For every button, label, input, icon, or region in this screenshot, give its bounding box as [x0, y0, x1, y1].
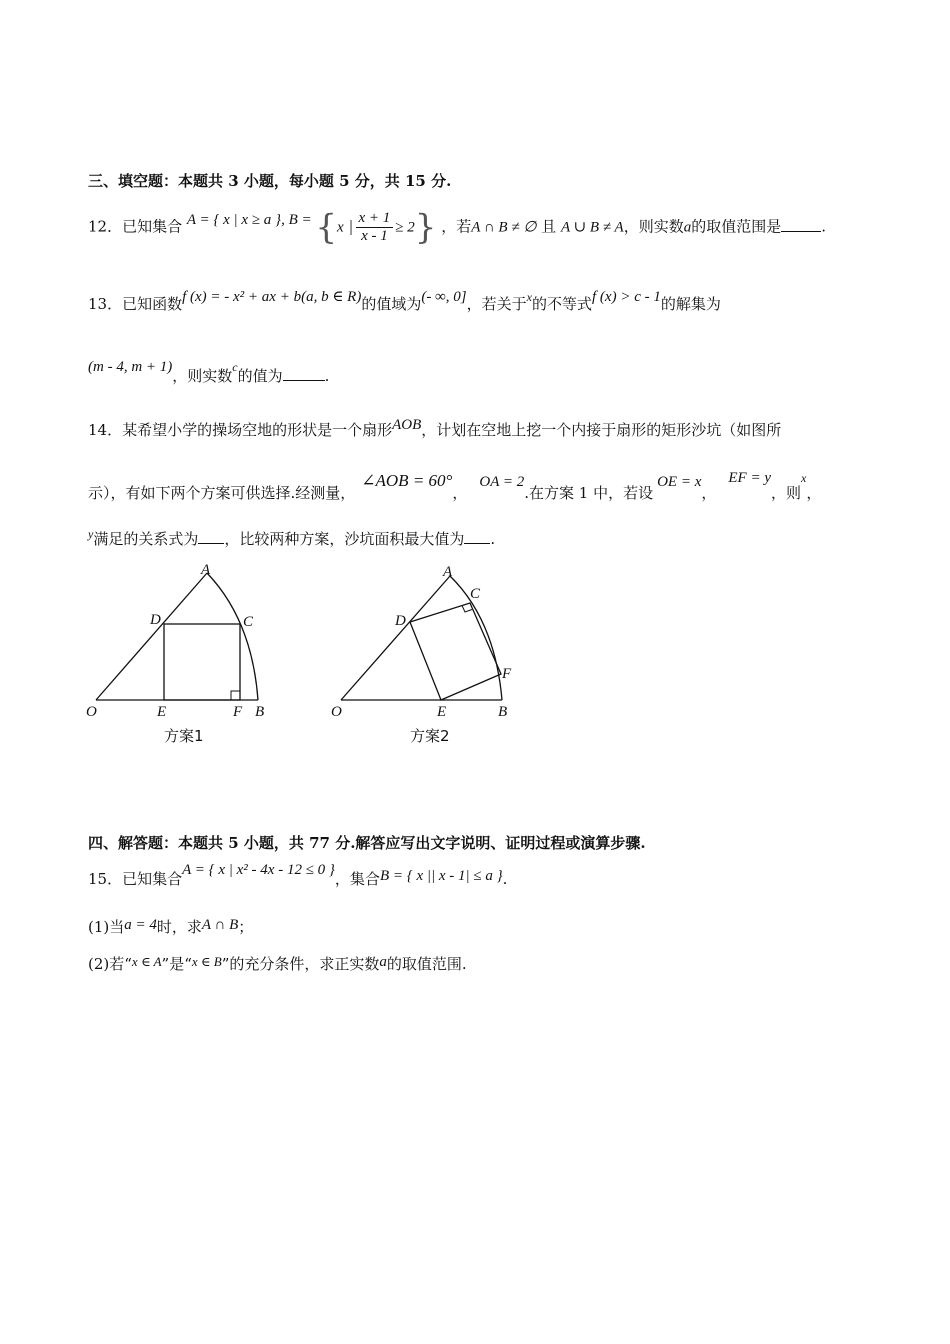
q13-inequality: f (x) > c - 1: [592, 289, 661, 305]
q14-comma1: ，: [452, 484, 468, 502]
figure-plan-2: [325, 560, 525, 750]
fig2-label-d: D: [395, 613, 406, 629]
q13-answer-blank: [283, 368, 325, 381]
question-13-cont: [88, 355, 330, 385]
q14-line3-b: ，比较两种方案，沙坑面积最大值为: [224, 530, 465, 548]
fig2-label-e: E: [437, 704, 447, 720]
fig2-label-b: B: [498, 704, 508, 720]
q12-frac-den: x - 1: [361, 228, 388, 244]
q12-end: .: [821, 217, 826, 236]
fig2-label-f: F: [502, 666, 512, 682]
q12-sep-b: , B =: [281, 211, 316, 228]
fig1-segment-oa: [96, 573, 207, 700]
q14-line2-a: 示），有如下两个方案可供选择.经测量，: [88, 484, 356, 502]
q14-line2-b: .在方案 1 中，若设: [524, 484, 654, 502]
q15-number: 15．已知集合: [88, 870, 183, 888]
q14-line1-a: 14．某希望小学的操场空地的形状是一个扇形: [88, 421, 393, 439]
q15-end: .: [502, 870, 508, 888]
q15-p2-x-in-b: x ∈ B: [191, 954, 222, 969]
q12-cond1: A ∩ B ≠ ∅: [471, 219, 537, 236]
q12-answer-blank: [781, 219, 821, 232]
q14-line3: 满足的关系式为: [93, 530, 199, 548]
q13-t4: 的解集为: [660, 295, 721, 313]
q13-end: .: [324, 367, 330, 385]
fig1-label-o: O: [86, 704, 97, 720]
q15-t1: ，集合: [334, 870, 380, 888]
q15-p2-c: ”的充分条件，求正实数: [221, 955, 380, 973]
q12-mid2: 且: [536, 217, 561, 236]
q15-p1-expr: A ∩ B: [201, 917, 239, 933]
q13-function: f (x) = - x² + ax + b(a, b ∈ R): [182, 289, 362, 305]
q15-p1-a: (1)当: [88, 918, 125, 936]
figure-plan-1: [80, 560, 280, 750]
q13-t1: 的值域为: [361, 295, 422, 313]
q13-t6: 的值为: [237, 367, 283, 385]
q14-angle: ∠AOB = 60°: [361, 471, 453, 490]
q13-t3: 的不等式: [531, 295, 592, 313]
q14-end: .: [490, 530, 496, 548]
fig1-label-b: B: [255, 704, 265, 720]
q15-p1-cond: a = 4: [124, 917, 157, 933]
question-14-line2: [88, 470, 822, 502]
q14-then: ，则: [770, 484, 801, 502]
fig1-label-f: F: [233, 704, 243, 720]
section3-heading: 三、填空题：本题共 3 小题，每小题 5 分，共 15 分.: [88, 172, 452, 190]
question-15: [88, 858, 508, 888]
q15-set-b: B = { x || x - 1| ≤ a }: [379, 868, 503, 884]
fig2-caption: 方案2: [410, 727, 450, 745]
question-14-line3: [88, 528, 495, 549]
q15-p1-end: ；: [238, 918, 254, 936]
q12-brace-left: {: [315, 207, 337, 248]
fig1-caption: 方案1: [164, 727, 204, 745]
q15-p2-d: 的取值范围.: [386, 955, 467, 973]
q14-comma2: ，: [701, 484, 717, 502]
fig2-label-c: C: [470, 586, 481, 602]
q14-line1-b: ，计划在空地上挖一个内接于扇形的矩形沙坑（如图所: [421, 421, 782, 439]
question-13: [88, 285, 721, 313]
q15-p2-var: a: [379, 954, 387, 970]
q15-p2-a: (2)若“: [88, 955, 132, 973]
q13-interval: (m - 4, m + 1): [88, 359, 173, 375]
fig2-label-o: O: [331, 704, 342, 720]
fig1-label-e: E: [157, 704, 167, 720]
q13-var-x: x: [526, 290, 532, 304]
q13-range: (- ∞, 0]: [421, 289, 467, 305]
q12-mid1: ，若: [441, 217, 472, 236]
fig1-right-angle-mark: [231, 691, 240, 700]
q12-mid3: ，则实数: [623, 217, 684, 236]
q12-ge2: ≥ 2: [395, 219, 415, 236]
q14-oa: OA = 2: [479, 474, 525, 490]
q12-number: 12．已知集合: [88, 217, 183, 236]
q14-aob: AOB: [392, 417, 422, 433]
q12-fraction: [356, 210, 394, 245]
q13-t5: ，则实数: [172, 367, 233, 385]
fig2-rectangle-dcfe: [410, 603, 501, 700]
question-12: 12．已知集合 A = { x | x ≥ a }, B = {x | $\frac{x + 1}{x - 1}$ ≥ 2} ，若A ∩ B ≠ ∅ 且 A ∪ B ≠ A，则实数a的取值范围是 .: [88, 207, 826, 248]
q12-x-bar: x: [337, 219, 344, 236]
fig2-right-angle-mark: [462, 606, 472, 613]
q14-ef: EF = y: [728, 470, 771, 486]
q13-t2: ，若关于: [466, 295, 527, 313]
question-15-part-2: [88, 953, 467, 974]
q12-brace-right: }: [414, 207, 437, 248]
q14-oe: OE = x: [657, 474, 702, 490]
question-15-part-1: [88, 916, 253, 937]
q15-p1-b: 时，求: [156, 918, 202, 936]
q14-comma3: ，: [806, 484, 822, 502]
q14-answer-blank-2: [464, 531, 490, 544]
q15-p2-x-in-a: x ∈ A: [131, 954, 162, 969]
q14-answer-blank-1: [198, 531, 224, 544]
q15-set-a: A = { x | x² - 4x - 12 ≤ 0 }: [182, 862, 335, 878]
fig1-arc-ab: [207, 573, 258, 700]
fig2-label-a: A: [443, 564, 453, 580]
question-14: [88, 417, 781, 438]
q12-frac-num: x + 1: [356, 210, 394, 228]
fig1-label-c: C: [243, 614, 254, 630]
fig1-label-d: D: [150, 612, 161, 628]
q12-set-a: A = { x | x ≥ a }: [186, 211, 282, 228]
q12-tail: 的取值范围是: [691, 217, 782, 236]
q15-p2-b: ”是“: [161, 955, 192, 973]
fig1-rectangle-decf: [164, 624, 240, 700]
q12-var-a: a: [683, 219, 692, 236]
section4-heading: 四、解答题：本题共 5 小题，共 77 分.解答应写出文字说明、证明过程或演算步骤.: [88, 834, 646, 852]
q13-var-c: c: [232, 360, 238, 374]
q14-var-x: x: [801, 471, 807, 485]
fig1-label-a: A: [201, 562, 211, 578]
q13-number: 13．已知函数: [88, 295, 183, 313]
q12-cond2: A ∪ B ≠ A: [560, 219, 624, 236]
q14-var-y: y: [88, 527, 94, 541]
